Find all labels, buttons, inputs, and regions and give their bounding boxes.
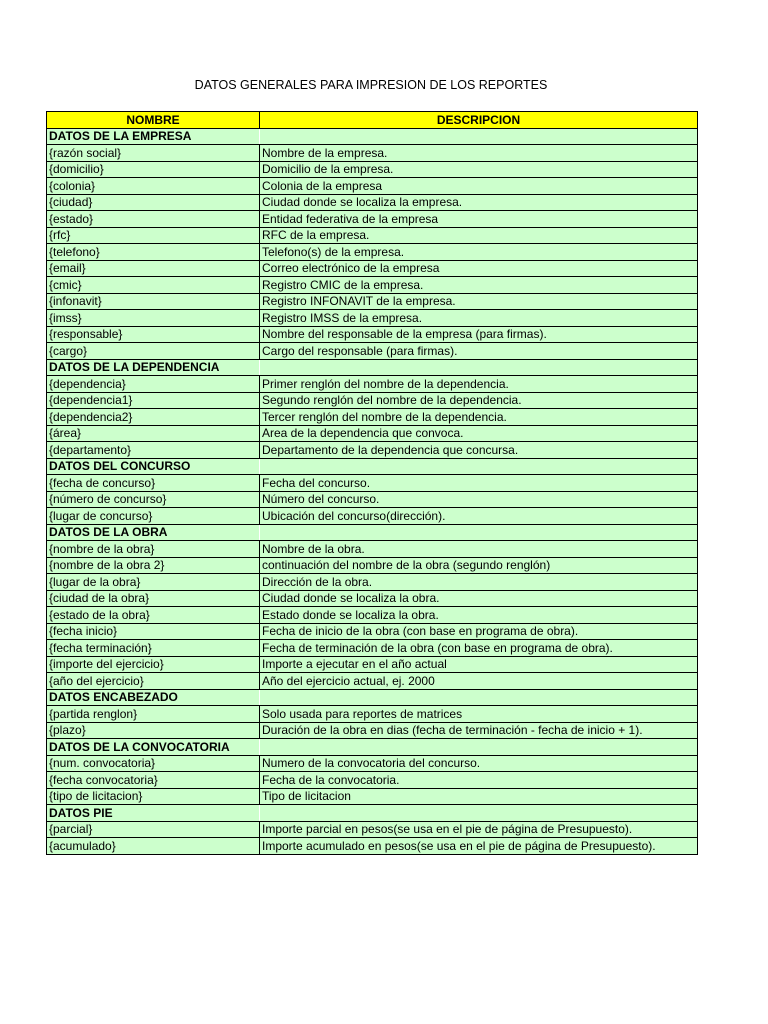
variable-name-cell: {plazo} <box>47 722 260 739</box>
variable-name-cell: {partida renglon} <box>47 706 260 723</box>
section-header-row <box>47 689 698 706</box>
table-row <box>47 310 698 327</box>
table-row <box>47 442 698 459</box>
column-header-description: DESCRIPCION <box>260 112 698 129</box>
variable-name-cell: {fecha terminación} <box>47 640 260 657</box>
table-row <box>47 673 698 690</box>
variable-name-cell: {estado de la obra} <box>47 607 260 624</box>
section-title: DATOS PIE <box>47 805 260 822</box>
table-row <box>47 821 698 838</box>
variable-name-cell: {telefono} <box>47 244 260 261</box>
table-row <box>47 194 698 211</box>
table-row <box>47 145 698 162</box>
variable-description-cell: Importe a ejecutar en el año actual <box>260 656 698 673</box>
variable-description-cell: Importe parcial en pesos(se usa en el pie de página de Presupuesto). <box>260 821 698 838</box>
variable-name-cell: {dependencia1} <box>47 392 260 409</box>
variable-description-cell: Año del ejercicio actual, ej. 2000 <box>260 673 698 690</box>
table-row <box>47 475 698 492</box>
variable-description-cell: RFC de la empresa. <box>260 227 698 244</box>
variable-name-cell: {dependencia} <box>47 376 260 393</box>
table-row <box>47 557 698 574</box>
variable-name-cell: {lugar de la obra} <box>47 574 260 591</box>
table-row <box>47 211 698 228</box>
section-title-fill <box>260 458 698 475</box>
variable-description-cell: Fecha de inicio de la obra (con base en programa de obra). <box>260 623 698 640</box>
section-title-fill <box>260 805 698 822</box>
variable-description-cell: Fecha del concurso. <box>260 475 698 492</box>
table-body <box>47 128 698 854</box>
variable-description-cell: Entidad federativa de la empresa <box>260 211 698 228</box>
table-row <box>47 409 698 426</box>
variable-description-cell: Fecha de la convocatoria. <box>260 772 698 789</box>
table-row <box>47 425 698 442</box>
section-header-row <box>47 128 698 145</box>
variable-description-cell: Fecha de terminación de la obra (con base en programa de obra). <box>260 640 698 657</box>
variable-description-cell: Nombre del responsable de la empresa (para firmas). <box>260 326 698 343</box>
section-header-row <box>47 739 698 756</box>
table-row <box>47 607 698 624</box>
section-title: DATOS DE LA CONVOCATORIA <box>47 739 260 756</box>
table-row <box>47 623 698 640</box>
section-title-fill <box>260 524 698 541</box>
variable-name-cell: {dependencia2} <box>47 409 260 426</box>
variable-name-cell: {estado} <box>47 211 260 228</box>
variables-table <box>46 111 698 855</box>
variable-description-cell: Tipo de licitacion <box>260 788 698 805</box>
variable-name-cell: {cmic} <box>47 277 260 294</box>
variable-description-cell: Registro INFONAVIT de la empresa. <box>260 293 698 310</box>
table-row <box>47 772 698 789</box>
variable-name-cell: {fecha de concurso} <box>47 475 260 492</box>
table-row <box>47 706 698 723</box>
variable-name-cell: {nombre de la obra 2} <box>47 557 260 574</box>
variable-description-cell: Registro CMIC de la empresa. <box>260 277 698 294</box>
variable-description-cell: Registro IMSS de la empresa. <box>260 310 698 327</box>
table-row <box>47 227 698 244</box>
table-header-row <box>47 112 698 129</box>
variable-name-cell: {email} <box>47 260 260 277</box>
variable-name-cell: {cargo} <box>47 343 260 360</box>
table-row <box>47 590 698 607</box>
variable-name-cell: {acumulado} <box>47 838 260 855</box>
document-title: DATOS GENERALES PARA IMPRESION DE LOS REPORTES <box>194 78 548 92</box>
variable-description-cell: Area de la dependencia que convoca. <box>260 425 698 442</box>
variable-name-cell: {importe del ejercicio} <box>47 656 260 673</box>
variable-name-cell: {fecha convocatoria} <box>47 772 260 789</box>
section-header-row <box>47 805 698 822</box>
variable-description-cell: Solo usada para reportes de matrices <box>260 706 698 723</box>
section-title-fill <box>260 739 698 756</box>
table-row <box>47 491 698 508</box>
table-row <box>47 244 698 261</box>
variable-name-cell: {rfc} <box>47 227 260 244</box>
section-title-fill <box>260 689 698 706</box>
variable-name-cell: {responsable} <box>47 326 260 343</box>
section-header-row <box>47 359 698 376</box>
variable-name-cell: {colonia} <box>47 178 260 195</box>
table-row <box>47 343 698 360</box>
variable-description-cell: Duración de la obra en dias (fecha de terminación - fecha de inicio + 1). <box>260 722 698 739</box>
variable-description-cell: Segundo renglón del nombre de la dependencia. <box>260 392 698 409</box>
table-row <box>47 277 698 294</box>
table-row <box>47 755 698 772</box>
variable-description-cell: Colonia de la empresa <box>260 178 698 195</box>
table-row <box>47 376 698 393</box>
table-row <box>47 260 698 277</box>
section-title: DATOS DE LA DEPENDENCIA <box>47 359 260 376</box>
section-title: DATOS DE LA OBRA <box>47 524 260 541</box>
variable-description-cell: Número del concurso. <box>260 491 698 508</box>
variable-name-cell: {nombre de la obra} <box>47 541 260 558</box>
variable-name-cell: {año del ejercicio} <box>47 673 260 690</box>
table-row <box>47 508 698 525</box>
variable-description-cell: Numero de la convocatoria del concurso. <box>260 755 698 772</box>
variable-name-cell: {imss} <box>47 310 260 327</box>
section-title-fill <box>260 128 698 145</box>
table-row <box>47 326 698 343</box>
variable-name-cell: {número de concurso} <box>47 491 260 508</box>
variable-name-cell: {infonavit} <box>47 293 260 310</box>
variable-name-cell: {ciudad} <box>47 194 260 211</box>
table-row <box>47 574 698 591</box>
table-row <box>47 722 698 739</box>
variable-description-cell: Dirección de la obra. <box>260 574 698 591</box>
variable-name-cell: {razón social} <box>47 145 260 162</box>
variable-name-cell: {tipo de licitacion} <box>47 788 260 805</box>
variable-name-cell: {fecha inicio} <box>47 623 260 640</box>
section-title: DATOS DE LA EMPRESA <box>47 128 260 145</box>
table-row <box>47 178 698 195</box>
variable-description-cell: Importe acumulado en pesos(se usa en el pie de página de Presupuesto). <box>260 838 698 855</box>
table-row <box>47 788 698 805</box>
table-row <box>47 640 698 657</box>
variable-description-cell: continuación del nombre de la obra (segundo renglón) <box>260 557 698 574</box>
section-header-row <box>47 524 698 541</box>
variable-description-cell: Estado donde se localiza la obra. <box>260 607 698 624</box>
variable-name-cell: {área} <box>47 425 260 442</box>
variable-description-cell: Primer renglón del nombre de la dependencia. <box>260 376 698 393</box>
variable-name-cell: {parcial} <box>47 821 260 838</box>
variable-description-cell: Domicilio de la empresa. <box>260 161 698 178</box>
table-row <box>47 541 698 558</box>
variable-name-cell: {ciudad de la obra} <box>47 590 260 607</box>
variable-description-cell: Ciudad donde se localiza la empresa. <box>260 194 698 211</box>
variable-description-cell: Cargo del responsable (para firmas). <box>260 343 698 360</box>
variable-name-cell: {domicilio} <box>47 161 260 178</box>
variable-name-cell: {departamento} <box>47 442 260 459</box>
section-title-fill <box>260 359 698 376</box>
table-row <box>47 392 698 409</box>
table-row <box>47 161 698 178</box>
variable-description-cell: Nombre de la empresa. <box>260 145 698 162</box>
variable-description-cell: Ciudad donde se localiza la obra. <box>260 590 698 607</box>
variable-description-cell: Nombre de la obra. <box>260 541 698 558</box>
table-row <box>47 656 698 673</box>
variable-description-cell: Tercer renglón del nombre de la dependencia. <box>260 409 698 426</box>
table-row <box>47 838 698 855</box>
table-row <box>47 293 698 310</box>
section-title: DATOS ENCABEZADO <box>47 689 260 706</box>
column-header-name: NOMBRE <box>47 112 260 129</box>
variable-name-cell: {lugar de concurso} <box>47 508 260 525</box>
variable-name-cell: {num. convocatoria} <box>47 755 260 772</box>
section-title: DATOS DEL CONCURSO <box>47 458 260 475</box>
section-header-row <box>47 458 698 475</box>
variable-description-cell: Ubicación del concurso(dirección). <box>260 508 698 525</box>
variable-description-cell: Departamento de la dependencia que concursa. <box>260 442 698 459</box>
variable-description-cell: Telefono(s) de la empresa. <box>260 244 698 261</box>
variable-description-cell: Correo electrónico de la empresa <box>260 260 698 277</box>
